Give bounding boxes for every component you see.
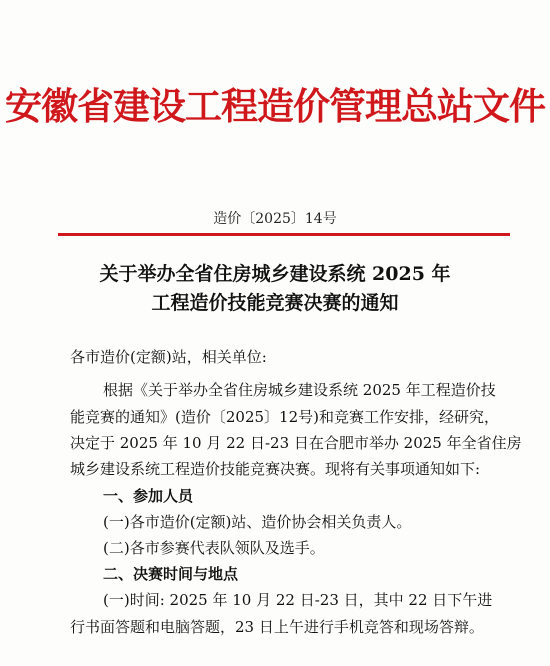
salutation: 各市造价(定额)站，相关单位: [70,348,267,366]
body-paragraph-line: 能竞赛的通知》(造价〔2025〕12号)和竞赛工作安排，经研究， [70,408,499,426]
notice-title-line-1: 关于举办全省住房城乡建设系统 2025 年 [99,263,451,285]
body-paragraph-line: 根据《关于举办全省住房城乡建设系统 2025 年工程造价技 [103,381,496,399]
body-paragraph-line: 决定于 2025 年 10 月 22 日-23 日在合肥市举办 2025 年全省住房 [70,434,522,452]
red-divider-line [58,233,510,236]
notice-title-line-2: 工程造价技能竞赛决赛的通知 [151,292,399,314]
section-item: 行书面答题和电脑答题，23 日上午进行手机竞答和现场答辩。 [70,618,484,636]
section-item: (一)各市造价(定额)站、造价协会相关负责人。 [103,513,412,531]
section-item: (二)各市参赛代表队领队及选手。 [103,539,325,557]
document-number: 造价〔2025〕14号 [213,211,337,227]
section-heading-time-place: 二、决赛时间与地点 [103,565,239,583]
section-item: (一)时间: 2025 年 10 月 22 日-23 日，其中 22 日下午进 [103,591,493,609]
body-paragraph-line: 城乡建设系统工程造价技能竞赛决赛。现将有关事项通知如下: [70,460,481,478]
section-heading-participants: 一、参加人员 [103,487,194,505]
issuer-header-title: 安徽省建设工程造价管理总站文件 [5,85,545,128]
